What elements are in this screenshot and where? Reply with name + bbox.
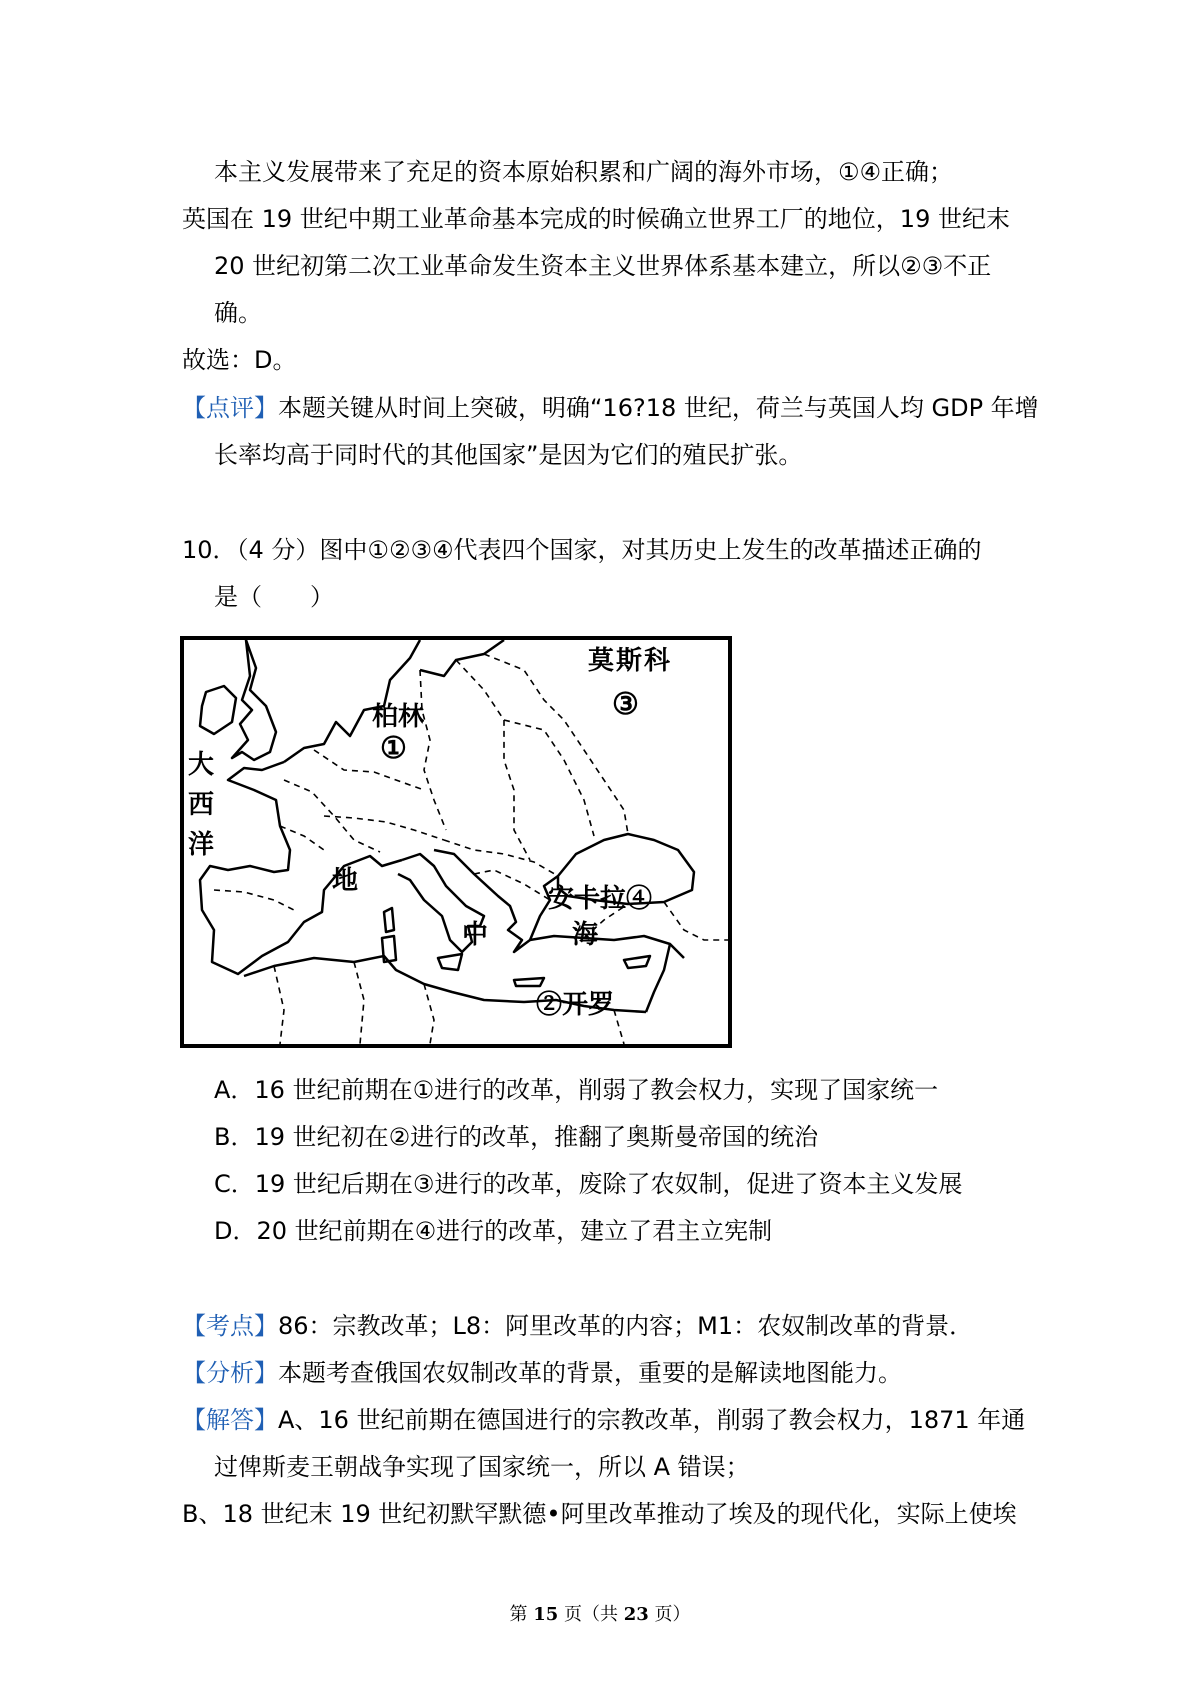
- atlantic-label-1: 大: [188, 750, 215, 780]
- footer-total-pages: 23: [623, 1604, 649, 1625]
- circle-1-label: ①: [380, 731, 407, 766]
- page-footer: [0, 1600, 1200, 1626]
- question-stem: 10．（4 分）图中①②③④代表四个国家，对其历史上发生的改革描述正确的: [182, 536, 982, 564]
- text-line: 20 世纪初第二次工业革命发生资本主义世界体系基本建立，所以②③不正: [214, 252, 992, 280]
- fenxi-tag: 【分析】: [182, 1359, 278, 1387]
- moscow-label: 莫斯科: [588, 646, 673, 676]
- jieda-line-2: 过俾斯麦王朝战争实现了国家统一，所以 A 错误；: [214, 1453, 750, 1481]
- question-stem-2: 是（ ）: [214, 583, 334, 611]
- mediterranean-label-1: 地: [332, 866, 359, 896]
- ireland-outline: [200, 686, 236, 734]
- kaodian-tag: 【考点】: [182, 1312, 278, 1340]
- mediterranean-label-3: 海: [572, 920, 599, 950]
- comment-line: [182, 392, 1039, 424]
- jieda-text: A、16 世纪前期在德国进行的宗教改革，削弱了教会权力，1871 年通: [278, 1406, 1026, 1434]
- jieda-line: [182, 1404, 1025, 1436]
- option-d: D．20 世纪前期在④进行的改革，建立了君主立宪制: [214, 1217, 773, 1245]
- comment-text: 本题关键从时间上突破，明确“16?18 世纪，荷兰与英国人均 GDP 年增: [278, 394, 1039, 422]
- europe-map: [180, 636, 732, 1048]
- jieda-line-3: B、18 世纪末 19 世纪初默罕默德•阿里改革推动了埃及的现代化，实际上使埃: [182, 1500, 1017, 1528]
- sardinia: [382, 936, 396, 962]
- jieda-tag: 【解答】: [182, 1406, 278, 1434]
- baltic-coast: [420, 640, 504, 676]
- mediterranean-label-2: 中: [462, 920, 489, 950]
- great-britain-outline: [232, 640, 276, 760]
- crete: [514, 978, 544, 986]
- berlin-label: 柏林: [372, 702, 425, 732]
- option-a: A．16 世纪前期在①进行的改革，削弱了教会权力，实现了国家统一: [214, 1076, 939, 1104]
- text-line: 英国在 19 世纪中期工业革命基本完成的时候确立世界工厂的地位，19 世纪末: [182, 205, 1010, 233]
- atlantic-label-2: 西: [188, 790, 215, 820]
- footer-prefix: 第: [509, 1604, 528, 1625]
- comment-tag: 【点评】: [182, 394, 278, 422]
- atlantic-label-3: 洋: [188, 830, 215, 860]
- answer-choice-line: 故选：D。: [182, 346, 297, 374]
- anatolia-coast: [530, 936, 684, 958]
- sicily: [438, 954, 462, 970]
- option-c: C．19 世纪后期在③进行的改革，废除了农奴制，促进了资本主义发展: [214, 1170, 963, 1198]
- kaodian-text: 86：宗教改革；L8：阿里改革的内容；M1：农奴制改革的背景．: [278, 1312, 974, 1340]
- map-drawing: [184, 640, 728, 1044]
- cyprus: [624, 956, 650, 968]
- footer-page-number: 15: [533, 1604, 559, 1625]
- fenxi-text: 本题考查俄国农奴制改革的背景，重要的是解读地图能力。: [278, 1359, 902, 1387]
- text-line: 本主义发展带来了充足的资本原始积累和广阔的海外市场，①④正确；: [214, 158, 954, 186]
- footer-mid: 页（共: [564, 1604, 618, 1625]
- fenxi-line: [182, 1357, 902, 1389]
- footer-suffix: 页）: [654, 1604, 691, 1625]
- france-coast: [200, 762, 402, 974]
- circle-3-label: ③: [612, 687, 639, 722]
- comment-line-2: 长率均高于同时代的其他国家”是因为它们的殖民扩张。: [214, 441, 803, 469]
- option-b: B．19 世纪初在②进行的改革，推翻了奥斯曼帝国的统治: [214, 1123, 819, 1151]
- text-line: 确。: [214, 299, 262, 327]
- ankara-label: 安卡拉④: [548, 884, 653, 914]
- cairo-label: ②开罗: [536, 990, 615, 1020]
- corsica: [384, 908, 394, 932]
- levant-coast: [646, 944, 670, 1012]
- kaodian-line: [182, 1310, 973, 1342]
